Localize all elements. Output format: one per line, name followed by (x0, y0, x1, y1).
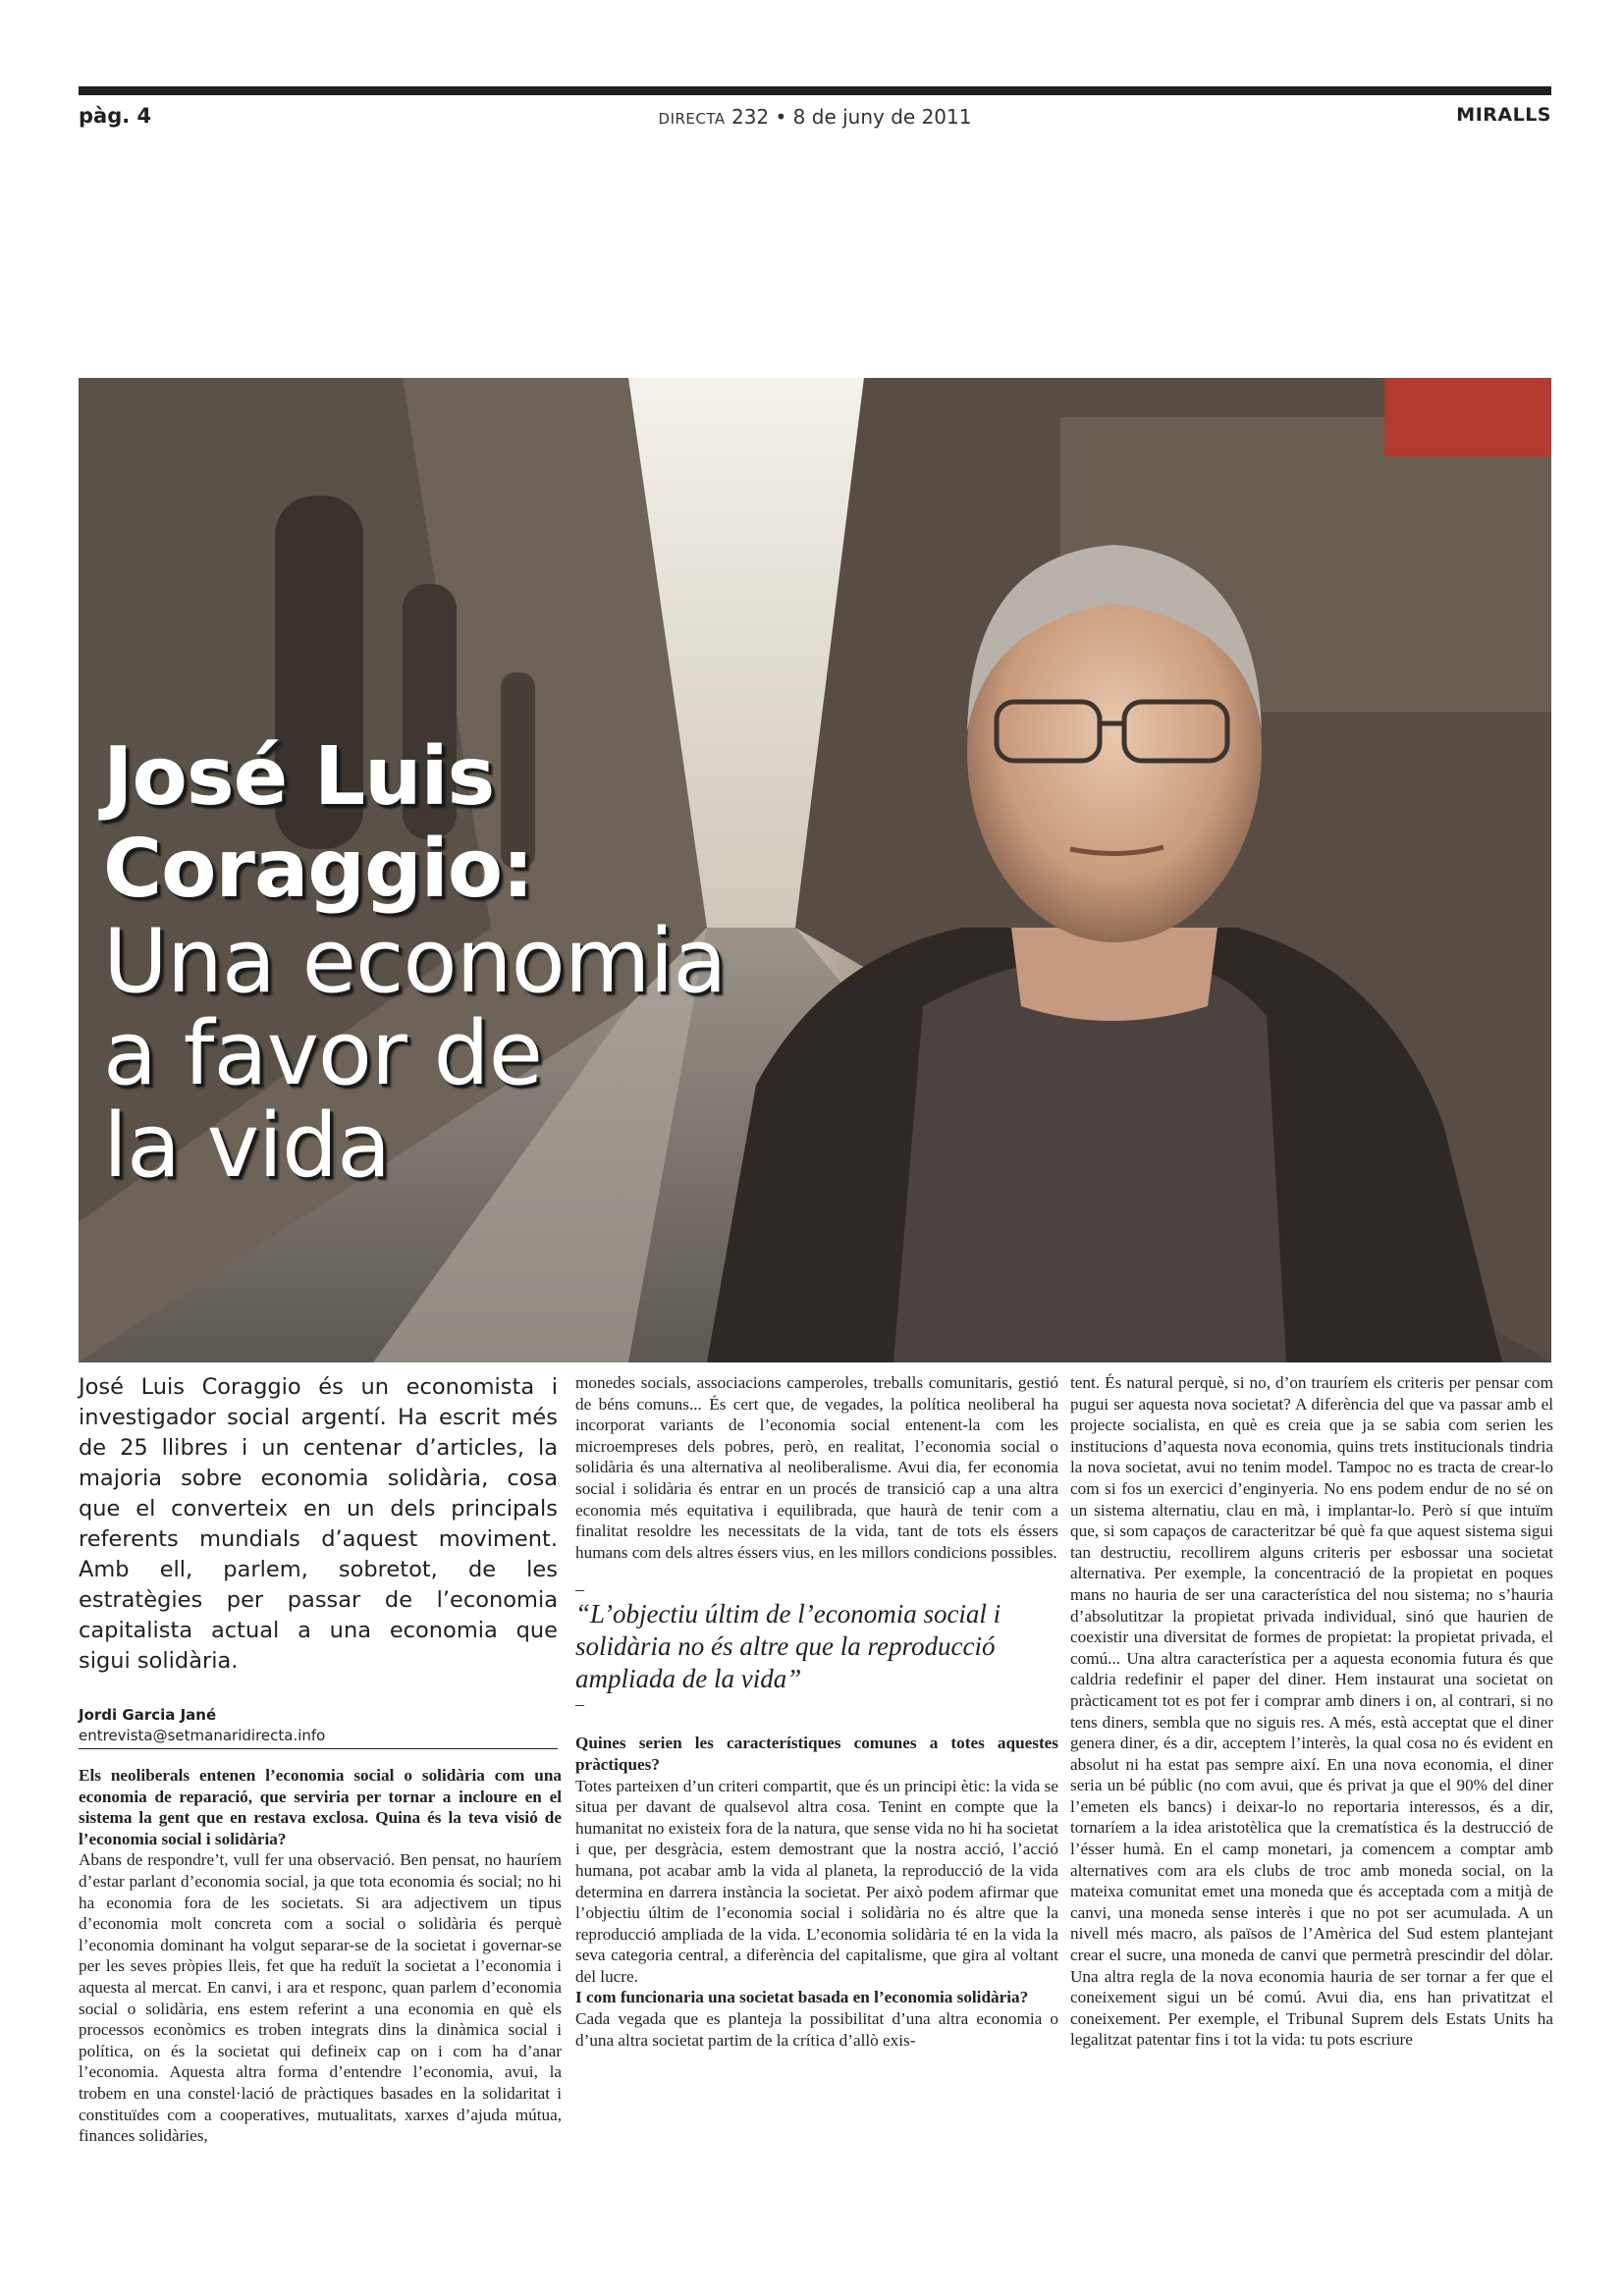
question-1: Els neoliberals entenen l’economia social o solidària com una economia de reparació, que serviria per tornar a incloure en el sistema la gent que en restava exclosa. Quina és la teva visió de l’economia social i solidària? (79, 1766, 562, 1848)
issue-info (79, 105, 1551, 129)
paper-name: DIRECTA (658, 110, 726, 128)
issue-date: 232 • 8 de juny de 2011 (730, 105, 972, 129)
page-header (79, 104, 1551, 133)
byline-rule (79, 1748, 558, 1749)
headline (103, 730, 790, 1198)
question-3: I com funcionaria una societat basada en l’economia solidària? (575, 1988, 1029, 2007)
page-number: pàg. 4 (79, 104, 152, 128)
headline-name-line1: José Luis (103, 730, 495, 824)
answer-3: Cada vegada que es planteja la possibilitat d’una altra economia o d’una altra societat partim de la crítica d’allò exis- (575, 2009, 1058, 2050)
author-name: Jordi Garcia Jané (79, 1706, 217, 1724)
question-2: Quines serien les característiques comunes a totes aquestes pràctiques? (575, 1734, 1058, 1774)
answer-1-continued: monedes socials, associacions camperoles, treballs comunitaris, gestió de béns comuns... És cert que, de vegades, la política neoliberal ha incorporat variants de l’economia social entenent-la com les microempreses dels pobres, però, en realitat, l’economia social o solidària és una alternativa al neoliberalisme. Avui dia, fer economia social i solidària és entrar en un procés de transició cap a una altra economia més equitativa i equilibrada, que haurà de tenir com a finalitat resoldre les necessitats de la vida, tant de tots els éssers humans com dels altres éssers vius, en les millors condicions possibles. (575, 1373, 1058, 1562)
answer-1: Abans de respondre’t, vull fer una observació. Ben pensat, no hauríem d’estar parlant d’economia social, ja que tota economia és social; no hi ha economia fora de les societats. Si ara adjectivem un tipus d’economia molt concreta com a social o solidària és perquè l’economia dominant ha volgut separar-se de la societat i governar-se per les seves pròpies lleis, fet que ha reduït la societat a l’economia i aquesta al mercat. En canvi, i ara et responc, quan parlem d’economia social o solidària, ens estem referint a una economia en què els processos econòmics es troben integrats dins la dinàmica social i política, on és la societat qui defineix cap on i com ha d’anar l’economia. Aquesta altra forma d’entendre l’economia, avui, la trobem en una constel·lació de pràctiques basades en la solidaritat i constituïdes com a cooperatives, mutualitats, xarxes d’ajuda mútua, finances solidàries, (79, 1850, 562, 2146)
headline-title-line1: Una economia (103, 910, 727, 1013)
article-column-3 (1070, 1372, 1553, 2051)
byline (79, 1706, 558, 1749)
article-column-1 (79, 1765, 562, 2147)
pull-quote-dash-bottom: – (575, 1694, 584, 1715)
answer-2: Totes parteixen d’un criteri compartit, que és un principi ètic: la vida se situa per davant de qualsevol altra cosa. Tenint en compte que la humanitat no existeix fora de la natura, que sense vida no hi ha societat i que, per desgràcia, estem demostrant que la nostra acció, l’acció humana, pot acabar amb la vida al planeta, la reproducció de la vida determina en darrera instància la societat. Per això podem afirmar que l’objectiu últim de l’economia social i solidària no és altre que la reproducció ampliada de la vida. L’economia solidària té en la vida la seva categoria central, a diferència del capitalisme, que gira al voltant del lucre. (575, 1776, 1058, 1986)
lead-paragraph: José Luis Coraggio és un economista i investigador social argentí. Ha escrit més de 25 llibres i un centenar d’articles, la majoria sobre economia solidària, cosa que el converteix en un dels principals referents mundials d’aquest moviment. Amb ell, parlem, sobretot, de les estratègies per passar de l’economia capitalista actual a una economia que sigui solidària. (79, 1374, 558, 1674)
top-rule (79, 86, 1551, 95)
headline-title-line2: a favor de (103, 1002, 543, 1105)
pull-quote (575, 1580, 1058, 1713)
section-name: MIRALLS (1456, 104, 1551, 126)
author-email[interactable]: entrevista@setmanaridirecta.info (79, 1727, 326, 1744)
pull-quote-text: “L’objectiu últim de l’economia social i solidària no és altre que la reproducció ampliada de la vida” (575, 1599, 1001, 1694)
pull-quote-dash-top: – (575, 1579, 584, 1600)
headline-name-line2: Coraggio: (103, 823, 533, 916)
article-column-2 (575, 1372, 1058, 2051)
answer-3-continued: tent. És natural perquè, si no, d’on trauríem els criteris per pensar com pugui ser aquesta nova societat? A diferència del que va passar amb el projecte socialista, en què es creia que ja se sabia com serien les institucions d’aquesta nova economia, quins trets institucionals tindria la nova societat, avui no tenim model. Tampoc no es tracta de crear-lo com si fos un exercici d’enginyeria. No ens podem endur de no sé on un sistema alternatiu, clau en mà, i implantar-lo. Però sí que intuïm que, si som capaços de caracteritzar bé què fa que aquest sistema sigui tan destructiu, recollirem alguns criteris per esbossar una societat alternativa. Per exemple, la concentració de la propietat en poques mans no hauria de ser una característica del nou sistema; no s’hauria d’absolutitzar la propietat privada individual, sinó que haurien de coexistir una diversitat de formes de propietat: la propietat privada, el comú... Una altra característica per a aquesta economia futura és que caldria redefinir el paper del diner. Hem instaurat una societat on pràcticament tot es pot fer i comprar amb diners i on, al contrari, si no tens diners, sembla que no siguis res. A més, està acceptat que el diner genera diner, és a dir, acceptem l’interès, la qual cosa no és evident en absolut ni ha estat pas sempre així. En una nova economia, el diner seria un bé públic (no com avui, que és privat ja que el 90% del diner l’emeten els bancs) i deixar-lo no reportaria interessos, és a dir, tornaríem a la idea aristotèlica que la crematística és la destrucció de l’ésser humà. En el camp monetari, ja comencem a comptar amb alternatives com ara els clubs de troc amb moneda social, on la mateixa comunitat emet una moneda que és acceptada com a mitjà de canvi, una moneda sense interès i que no pot ser acumulada. A un nivell més macro, als països de l’Amèrica del Sud estem plantejant crear el sucre, una moneda de canvi que permetrà prescindir del dòlar. Una altra regla de la nova economia hauria de ser tornar a fer que el coneixement sigui un bé comú. Avui dia, ens han privatitzat el coneixement. Per exemple, el Tribunal Suprem dels Estats Units ha legalitzat patentar fins i tot la vida: tu pots escriure (1070, 1373, 1553, 2050)
headline-title-line3: la vida (103, 1095, 391, 1198)
